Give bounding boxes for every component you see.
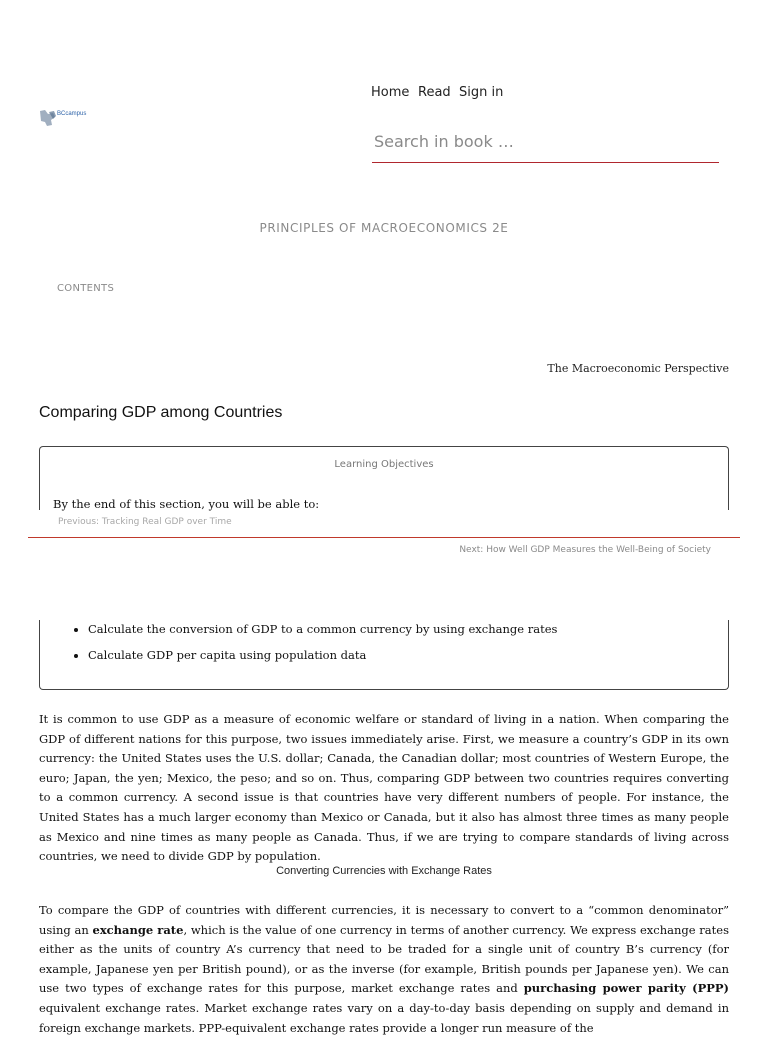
learning-objectives-list <box>72 622 557 674</box>
book-title[interactable]: PRINCIPLES OF MACROECONOMICS 2E <box>259 221 509 235</box>
nav-home-link[interactable]: Home <box>371 85 410 100</box>
list-item: • Calculate the conversion of GDP to a common currency by using exchange rates <box>88 622 557 636</box>
nav-read-link[interactable]: Read <box>418 85 451 100</box>
glossary-term-exchange-rate[interactable]: exchange rate <box>92 922 184 937</box>
contents-toggle[interactable]: CONTENTS <box>57 283 115 294</box>
page-title: Comparing GDP among Countries <box>39 404 283 421</box>
list-item: • Calculate GDP per capita using population data <box>88 648 557 662</box>
paragraph-text: equivalent exchange rates. Market exchange rates vary on a day-to-day basis depending on supply and demand in foreign exchange markets. PPP-equivalent exchange rates provide a longer run measure of the <box>39 1000 729 1035</box>
paragraph-text: To compare the GDP of countries with different currencies, it is necessary to convert to a “common denominator” using an <box>39 903 729 937</box>
learning-objectives-heading: Learning Objectives <box>334 459 434 470</box>
learning-objectives-intro: By the end of this section, you will be able to: <box>53 497 320 511</box>
section-subheading: Converting Currencies with Exchange Rates <box>276 865 492 877</box>
body-paragraph-2 <box>39 901 729 1038</box>
part-title: The Macroeconomic Perspective <box>547 362 729 375</box>
paragraph-text: , which is the value of one currency in terms of another currency. We express exchange rates either as the units of country A’s currency that need to be traded for a single unit of country B’s currency (for example, Japanese yen per British pound), or as the inverse (for example, British pounds per Japanese yen). We can use two types of exchange rates for this purpose, market exchange rates and <box>39 922 729 996</box>
search-input[interactable] <box>372 120 719 163</box>
body-paragraph-1: It is common to use GDP as a measure of economic welfare or standard of living in a nation. When comparing the GDP of different nations for this purpose, two issues immediately arise. First, we measure a country’s GDP in its own currency: the United States uses the U.S. dollar; Canada, the Canadian dollar; most countries of Western Europe, the euro; Japan, the yen; Mexico, the peso; and so on. Thus, comparing GDP between two countries requires converting to a common currency. A second issue is that countries have very different numbers of people. For instance, the United States has a much larger economy than Mexico or Canada, but it also has almost three times as many people as Mexico and nine times as many people as Canada. Thus, if we are trying to compare standards of living across countries, we need to divide GDP by population. <box>39 712 729 864</box>
nav-sign-in-link[interactable]: Sign in <box>459 85 504 100</box>
previous-page-link[interactable]: Previous: Tracking Real GDP over Time <box>58 517 232 527</box>
glossary-term-ppp[interactable]: purchasing power parity (PPP) <box>523 981 729 996</box>
logo-text: BCcampus <box>57 111 87 117</box>
nav-divider <box>28 537 740 538</box>
next-page-link[interactable]: Next: How Well GDP Measures the Well-Being of Society <box>459 545 711 555</box>
